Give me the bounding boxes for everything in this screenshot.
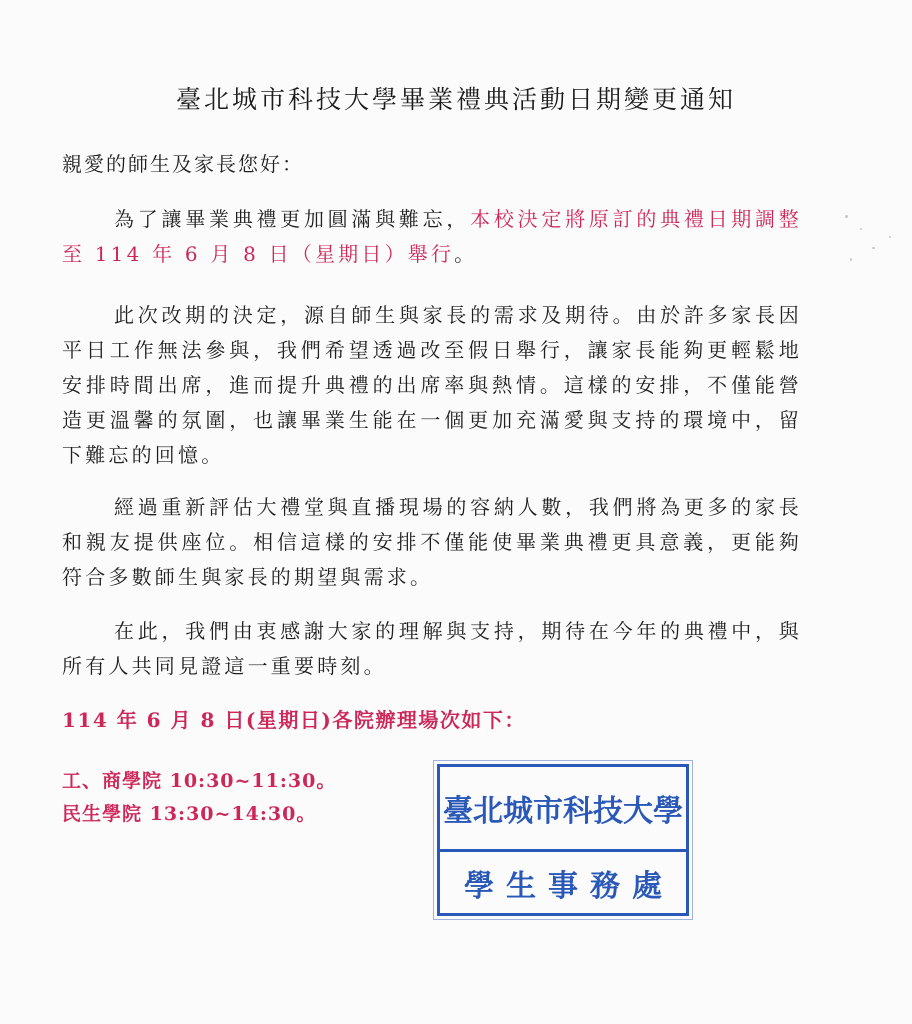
scan-speck: [860, 228, 862, 230]
schedule-list: [62, 765, 336, 831]
paragraph-reason: 此次改期的決定，源自師生與家長的需求及期待。由於許多家長因平日工作無法參與，我們希望透過改至假日舉行，讓家長能夠更輕鬆地安排時間出席，進而提升典禮的出席率與熱情。這樣的安排，不僅能營造更溫馨的氛圍，也讓畢業生能在一個更加充滿愛與支持的環境中，留下難忘的回憶。: [62, 303, 802, 467]
greeting: 親愛的師生及家長您好：: [62, 152, 304, 176]
schedule-heading: 114 年 6 月 8 日(星期日)各院辦理場次如下：: [62, 708, 526, 732]
paragraph-seating: 經過重新評估大禮堂與直播現場的容納人數，我們將為更多的家長和親友提供座位。相信這樣的安排不僅能使畢業典禮更具意義，更能夠符合多數師生與家長的期望與需求。: [62, 495, 802, 589]
paragraph-end: 。: [454, 242, 478, 266]
paragraph-lead: 為了讓畢業典禮更加圓滿與難忘，: [114, 207, 471, 231]
schedule-item-engineering-business: 工、商學院 10:30~11:30。: [62, 770, 337, 792]
paragraph-date-change: [62, 202, 802, 272]
document-title: 臺北城市科技大學畢業禮典活動日期變更通知: [175, 85, 736, 114]
scan-speck: [850, 258, 852, 261]
scan-speck: [889, 236, 891, 238]
schedule-item-livelihood: 民生學院 13:30~14:30。: [62, 803, 317, 825]
office-seal-stamp: [437, 764, 689, 916]
stamp-university-name: 臺北城市科技大學: [440, 767, 686, 852]
stamp-office-name: 學生事務處: [464, 869, 674, 904]
date-change-highlight: 本校決定將原訂的典禮日期調整至 114 年 6 月 8 日（星期日）舉行: [62, 207, 802, 266]
paragraph-thanks: 在此，我們由衷感謝大家的理解與支持，期待在今年的典禮中，與所有人共同見證這一重要時刻。: [62, 619, 802, 678]
scan-speck: [845, 215, 848, 218]
scan-speck: [872, 247, 875, 249]
